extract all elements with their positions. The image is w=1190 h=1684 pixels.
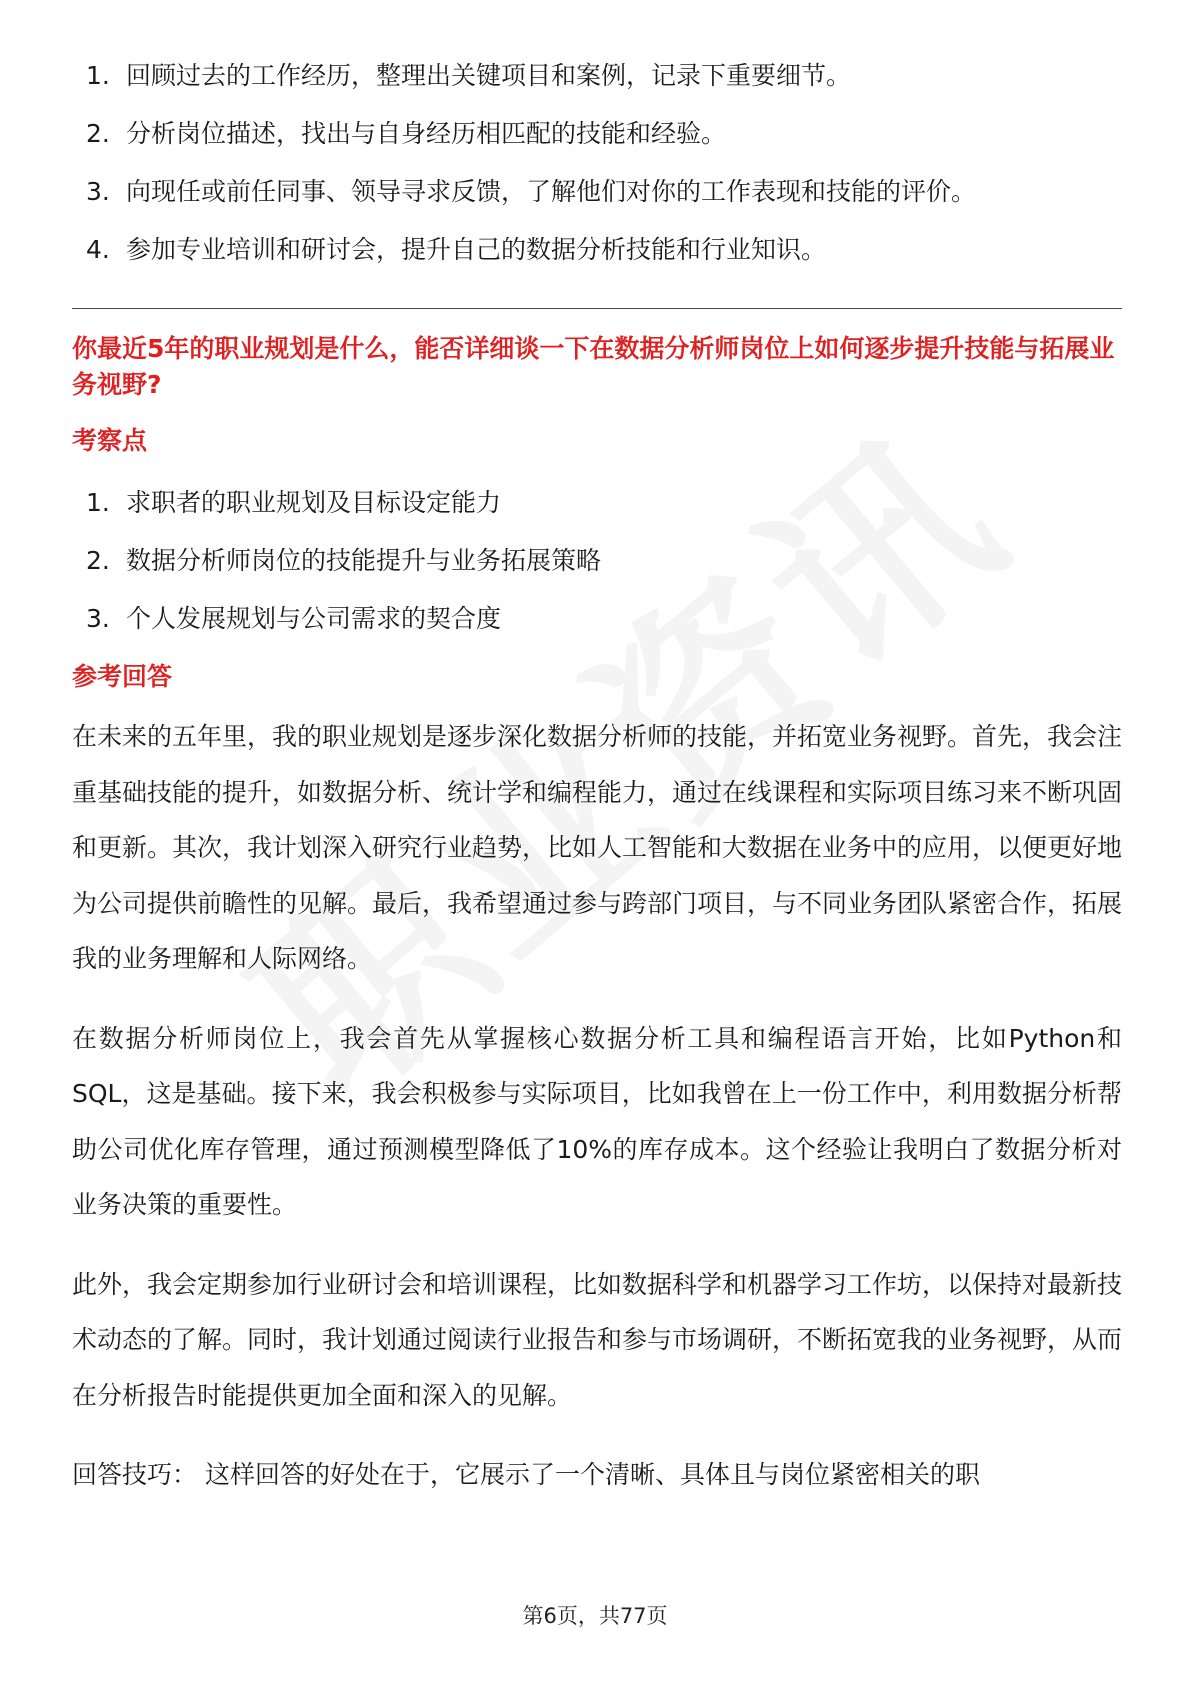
list-number: 3. [86, 177, 110, 206]
list-item [72, 543, 1122, 579]
list-text: 参加专业培训和研讨会，提升自己的数据分析技能和行业知识。 [126, 235, 827, 264]
exam-points-label: 考察点 [72, 426, 148, 455]
intro-list [72, 58, 1122, 268]
page-footer: 第6页，共77页 [522, 1604, 668, 1628]
answer-paragraph: 在未来的五年里，我的职业规划是逐步深化数据分析师的技能，并拓宽业务视野。首先，我会注重基础技能的提升，如数据分析、统计学和编程能力，通过在线课程和实际项目练习来不断巩固和更新。其次，我计划深入研究行业趋势，比如人工智能和大数据在业务中的应用，以便更好地为公司提供前瞻性的见解。最后，我希望通过参与跨部门项目，与不同业务团队紧密合作，拓展我的业务理解和人际网络。 [72, 722, 1123, 973]
answer-paragraph: 此外，我会定期参加行业研讨会和培训课程，比如数据科学和机器学习工作坊，以保持对最新技术动态的了解。同时，我计划通过阅读行业报告和参与市场调研，不断拓宽我的业务视野，从而在分析报告时能提供更加全面和深入的见解。 [72, 1269, 1123, 1410]
list-text: 数据分析师岗位的技能提升与业务拓展策略 [126, 546, 602, 575]
list-text: 回顾过去的工作经历，整理出关键项目和案例，记录下重要细节。 [126, 61, 852, 90]
list-number: 2. [86, 119, 110, 148]
list-text: 分析岗位描述，找出与自身经历相匹配的技能和经验。 [126, 119, 727, 148]
list-number: 2. [86, 546, 110, 575]
exam-points-list [72, 485, 1122, 637]
document-body [72, 58, 1122, 1527]
question-heading: 你最近5年的职业规划是什么，能否详细谈一下在数据分析师岗位上如何逐步提升技能与拓展业务视野? [72, 334, 1115, 399]
section-divider [72, 308, 1122, 309]
list-text: 个人发展规划与公司需求的契合度 [126, 604, 502, 633]
list-number: 1. [86, 61, 110, 90]
list-number: 1. [86, 488, 110, 517]
list-item [72, 116, 1122, 152]
answer-label: 参考回答 [72, 662, 173, 691]
list-text: 求职者的职业规划及目标设定能力 [126, 488, 502, 517]
list-item [72, 485, 1122, 521]
answer-paragraph: 在数据分析师岗位上，我会首先从掌握核心数据分析工具和编程语言开始，比如Python和SQL，这是基础。接下来，我会积极参与实际项目，比如我曾在上一份工作中，利用数据分析帮助公司优化库存管理，通过预测模型降低了10%的库存成本。这个经验让我明白了数据分析对业务决策的重要性。 [72, 1023, 1122, 1219]
list-number: 3. [86, 604, 110, 633]
list-text: 向现任或前任同事、领导寻求反馈，了解他们对你的工作表现和技能的评价。 [126, 177, 977, 206]
answer-tips: 回答技巧： 这样回答的好处在于，它展示了一个清晰、具体且与岗位紧密相关的职 [72, 1460, 980, 1489]
list-item [72, 232, 1122, 268]
list-item [72, 174, 1122, 210]
list-number: 4. [86, 235, 110, 264]
list-item [72, 601, 1122, 637]
list-item [72, 58, 1122, 94]
